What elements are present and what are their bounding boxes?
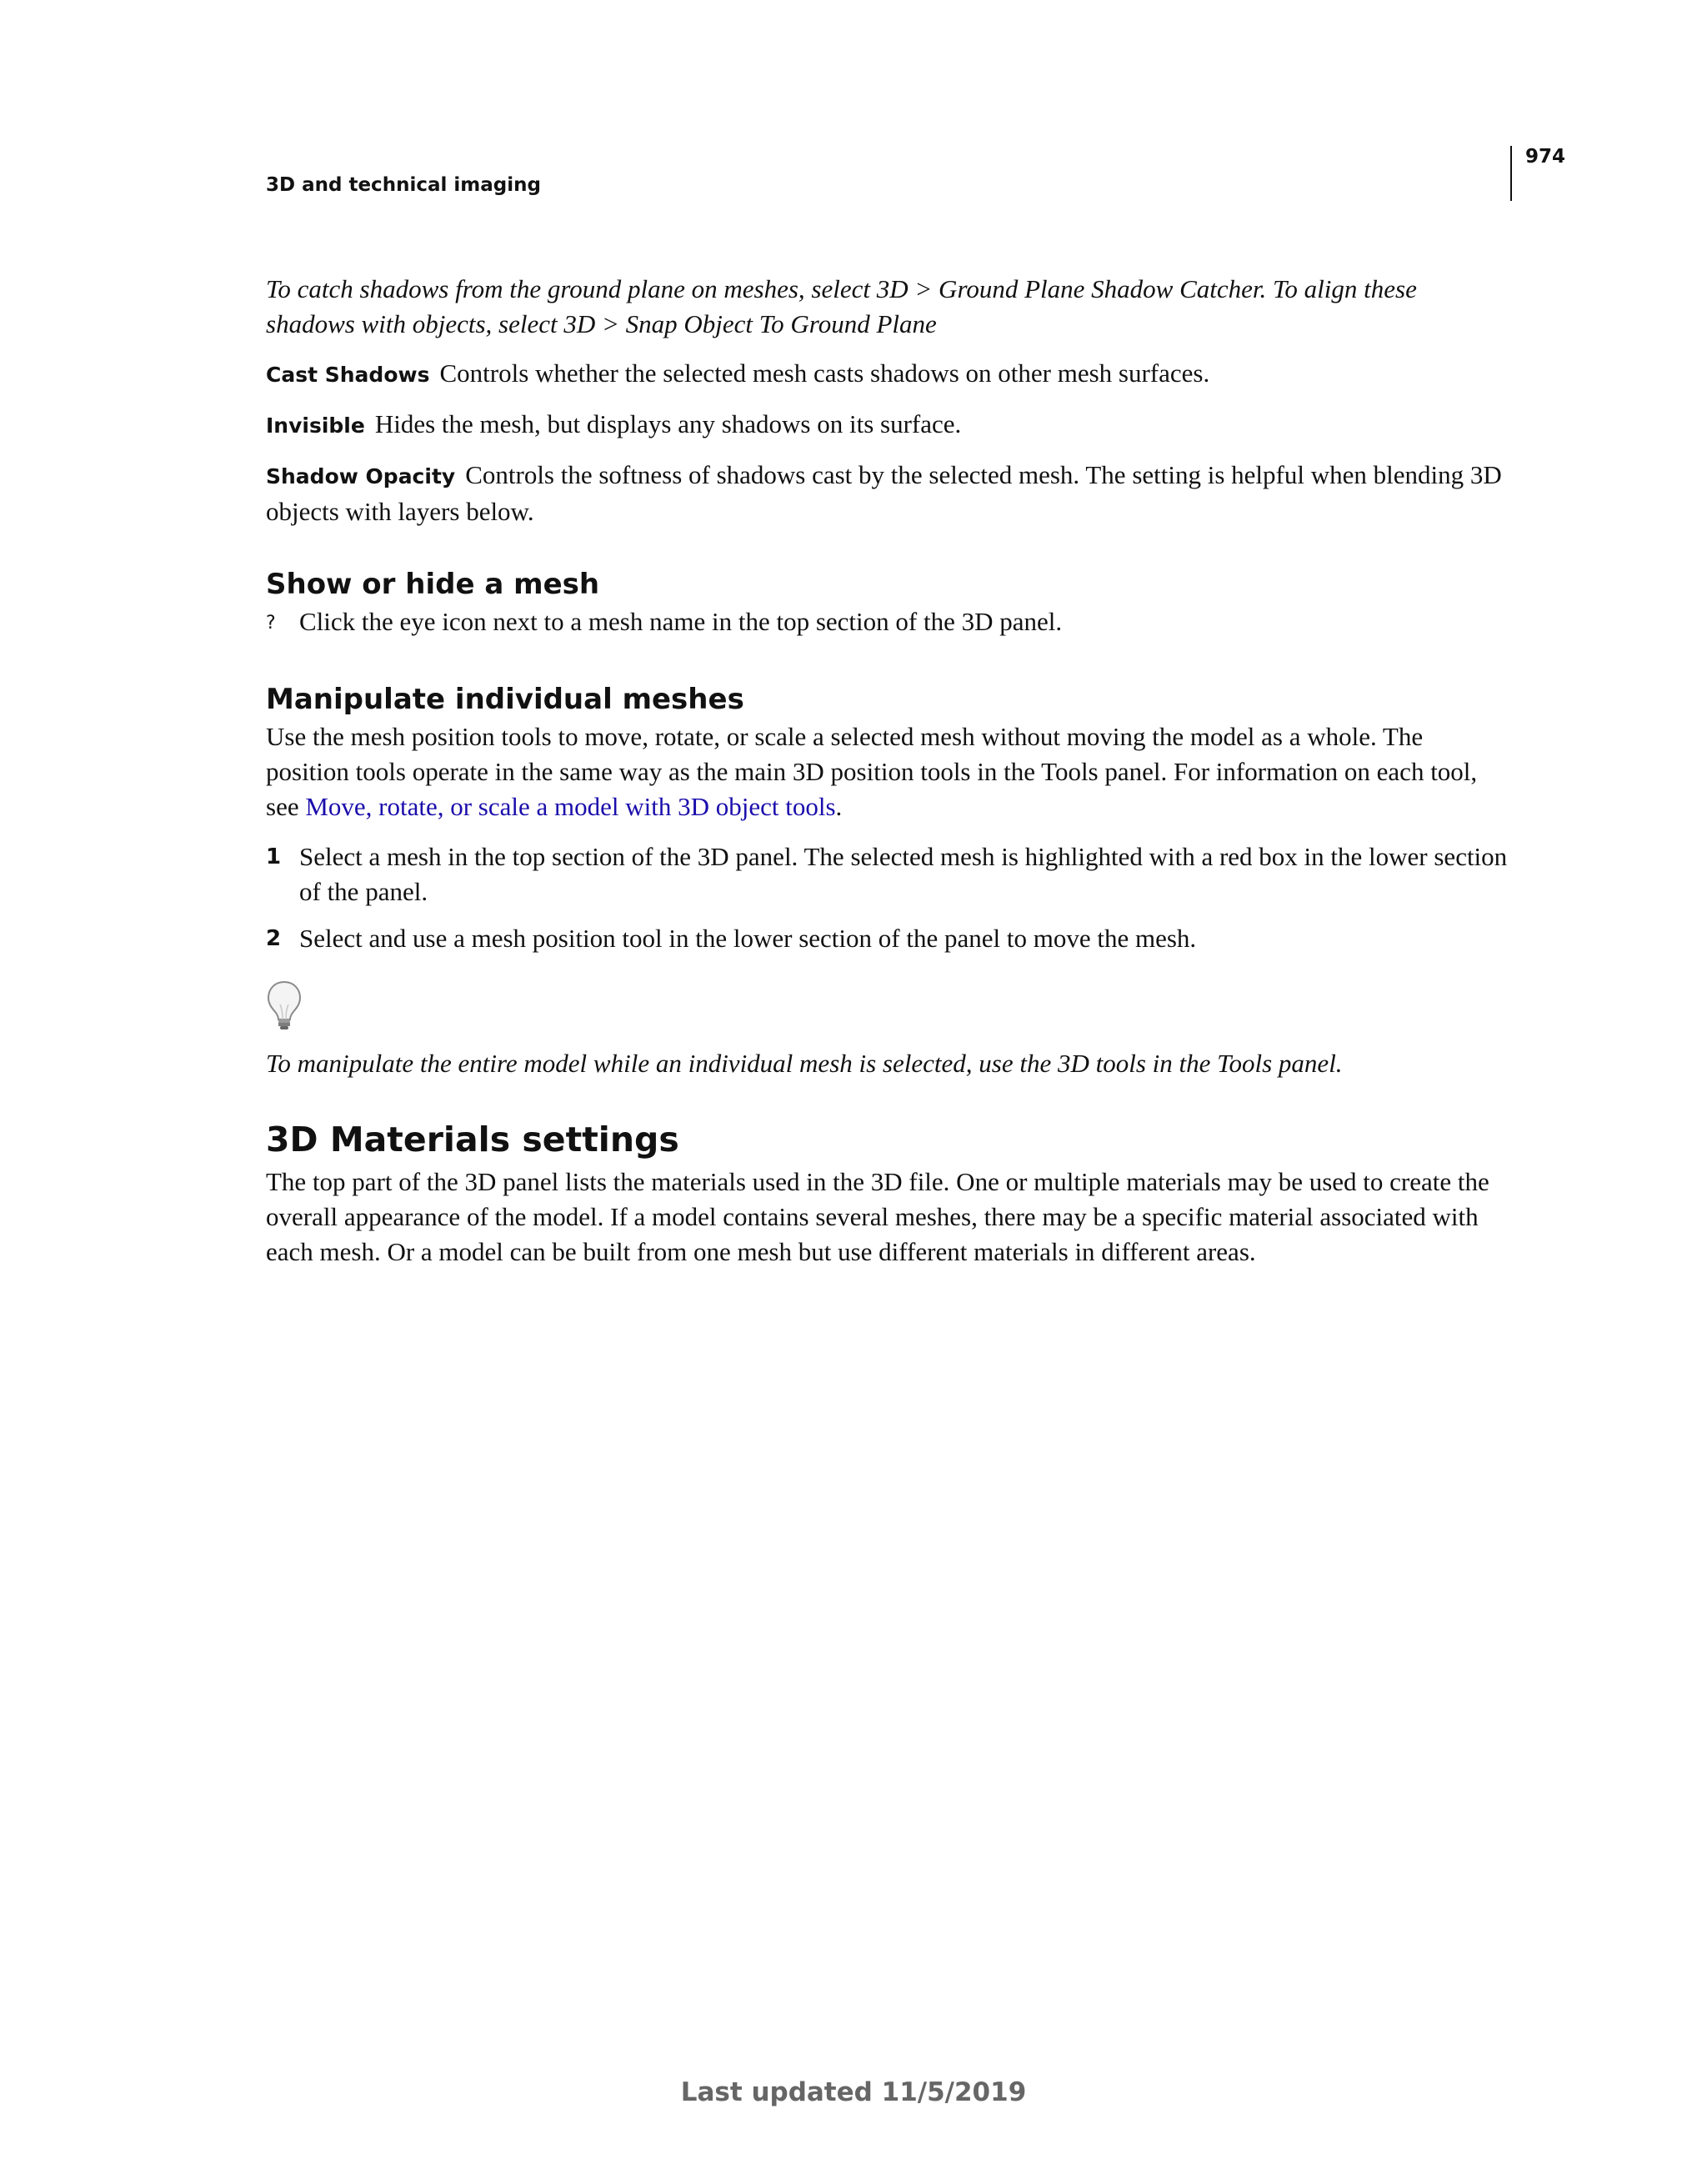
definition-invisible — [266, 407, 1508, 443]
definition-shadow-opacity — [266, 458, 1508, 529]
header-rule — [1510, 146, 1512, 201]
heading-manipulate-meshes: Manipulate individual meshes — [266, 683, 744, 716]
heading-3d-materials: 3D Materials settings — [266, 1120, 679, 1160]
definition-cast-shadows — [266, 356, 1508, 393]
step-text: Select a mesh in the top section of the 3D panel. The selected mesh is highlighted with a red box in the lower section of the panel. — [299, 842, 1508, 906]
show-hide-bullet — [266, 604, 1508, 641]
move-rotate-scale-link[interactable]: Move, rotate, or scale a model with 3D object tools — [305, 792, 836, 821]
step-1 — [266, 839, 1508, 909]
tip-icon-wrap — [266, 979, 1508, 1031]
step-number: 1 — [266, 844, 282, 869]
bullet-mark: ? — [266, 613, 276, 634]
heading-show-hide-mesh: Show or hide a mesh — [266, 568, 600, 601]
page-content — [266, 272, 1508, 1270]
running-header: 3D and technical imaging — [266, 174, 541, 196]
manipulate-body-text: Use the mesh position tools to move, rotate, or scale a selected mesh without moving the model as a whole. The position tools operate in the same way as the main 3D position tools in the Tools panel. For information on each tool, see — [266, 722, 1478, 821]
tip-text: To manipulate the entire model while an individual mesh is selected, use the 3D tools in the Tools panel. — [266, 1049, 1343, 1078]
definition-term: Invisible — [266, 413, 365, 438]
manipulate-body-end: . — [835, 792, 843, 821]
definition-term: Shadow Opacity — [266, 464, 456, 488]
step-number: 2 — [266, 926, 282, 951]
definition-term: Cast Shadows — [266, 363, 430, 387]
step-2 — [266, 921, 1508, 956]
footer-last-updated: Last updated 11/5/2019 — [680, 2077, 1027, 2107]
definition-text: Hides the mesh, but displays any shadows on its surface. — [374, 409, 962, 438]
intro-tip: To catch shadows from the ground plane on meshes, select 3D > Ground Plane Shadow Catcher. To align these shadows with objects, select 3D > Snap Object To Ground Plane — [266, 274, 1417, 338]
definition-text: Controls the softness of shadows cast by the selected mesh. The setting is helpful when blending 3D objects with layers below. — [266, 460, 1502, 526]
page-number: 974 — [1525, 146, 1566, 168]
lightbulb-icon — [266, 979, 303, 1031]
step-text: Select and use a mesh position tool in the lower section of the panel to move the mesh. — [299, 924, 1197, 953]
definition-text: Controls whether the selected mesh casts shadows on other mesh surfaces. — [439, 358, 1210, 388]
manipulate-body — [266, 719, 1508, 824]
materials-body: The top part of the 3D panel lists the materials used in the 3D file. One or multiple materials may be used to create the overall appearance of the model. If a model contains several meshes, there may be a specific material associated with each mesh. Or a model can be built from one mesh but use different materials in different areas. — [266, 1167, 1489, 1266]
bullet-text: Click the eye icon next to a mesh name in the top section of the 3D panel. — [299, 607, 1063, 636]
